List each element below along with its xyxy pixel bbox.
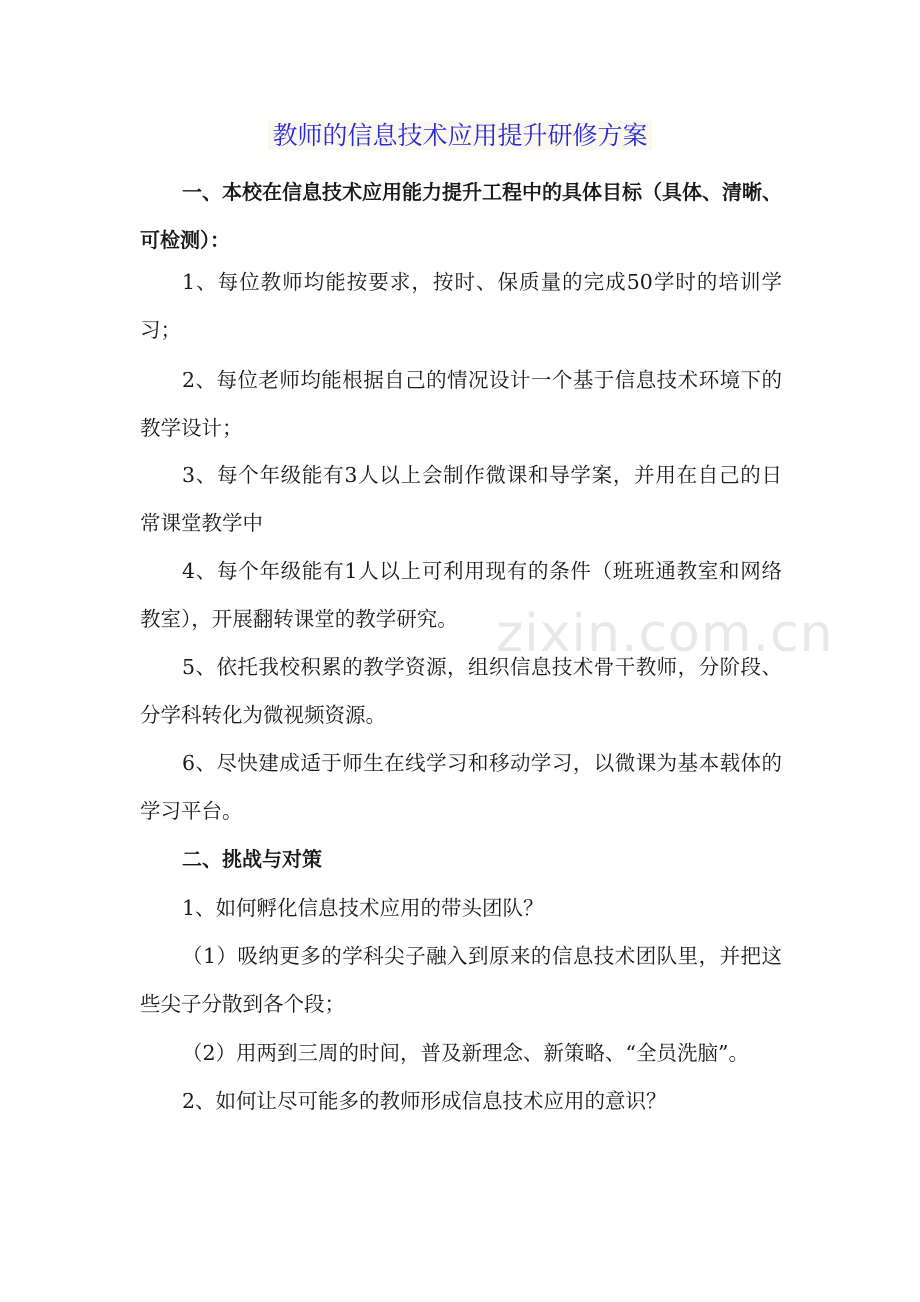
goal-item-5: 5、依托我校积累的教学资源，组织信息技术骨干教师，分阶段、分学科转化为微视频资源。: [140, 655, 782, 727]
document-title: [0, 116, 920, 156]
strategy-item-2: （2）用两到三周的时间，普及新理念、新策略、“全员洗脑”。: [182, 1041, 750, 1065]
section-heading-challenges: 二、挑战与对策: [182, 847, 322, 871]
challenge-question-2: 2、如何让尽可能多的教师形成信息技术应用的意识？: [182, 1089, 667, 1113]
site-watermark: zixin.com.cn: [496, 604, 834, 664]
goal-item-1: 1、每位教师均能按要求，按时、保质量的完成50学时的培训学习；: [140, 270, 782, 342]
section-heading-goals: 一、本校在信息技术应用能力提升工程中的具体目标（具体、清晰、可检测）：: [140, 180, 782, 252]
document-title-text: 教师的信息技术应用提升研修方案: [268, 121, 651, 150]
challenge-question-1: 1、如何孵化信息技术应用的带头团队？: [182, 896, 544, 920]
goal-item-4: 4、每个年级能有1人以上可利用现有的条件（班班通教室和网络教室），开展翻转课堂的教学研究。: [140, 559, 782, 631]
goal-item-3: 3、每个年级能有3人以上会制作微课和导学案，并用在自己的日常课堂教学中: [140, 463, 782, 535]
strategy-item-1: （1）吸纳更多的学科尖子融入到原来的信息技术团队里，并把这些尖子分散到各个段；: [140, 944, 782, 1016]
goal-item-6: 6、尽快建成适于师生在线学习和移动学习，以微课为基本载体的学习平台。: [140, 751, 782, 823]
goal-item-2: 2、每位老师均能根据自己的情况设计一个基于信息技术环境下的教学设计；: [140, 368, 782, 440]
